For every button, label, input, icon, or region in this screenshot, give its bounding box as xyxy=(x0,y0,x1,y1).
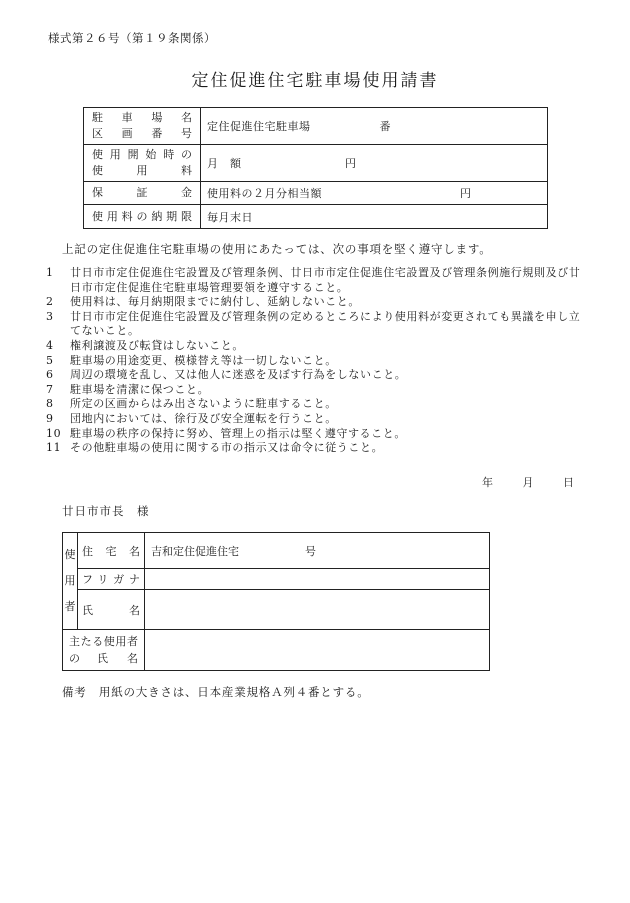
name-label: 氏名 xyxy=(78,590,145,630)
rule-item: 10 駐車場の秩序の保持に努め、管理上の指示は堅く遵守すること。 xyxy=(46,426,406,440)
deposit-value: 使用料の２月分相当額 円 xyxy=(201,182,548,205)
rule-item: 5 駐車場の用途変更、模様替え等は一切しないこと。 xyxy=(46,353,337,367)
date-month: 月 xyxy=(522,476,534,489)
user-side-label: 使 用 者 xyxy=(63,533,78,630)
rules-list xyxy=(46,266,586,456)
date-year: 年 xyxy=(482,476,493,489)
parking-info-table xyxy=(83,107,548,229)
deadline-value: 毎月末日 xyxy=(201,205,548,229)
furigana-label: フリガナ xyxy=(78,569,145,590)
rule-item: 1 廿日市市定住促進住宅設置及び管理条例、廿日市市定住促進住宅設置及び管理条例施行規則及び廿日市市定住促進住宅駐車場管理要領を遵守すること。 xyxy=(46,266,581,294)
furigana-field[interactable] xyxy=(145,569,490,590)
rule-item: 11 その他駐車場の使用に関する市の指示又は命令に従うこと。 xyxy=(46,441,384,455)
deadline-label: 使用料の納期限 xyxy=(84,205,201,229)
user-info-table xyxy=(62,532,490,671)
rule-item: 7 駐車場を清潔に保つこと。 xyxy=(46,382,210,396)
date-day: 日 xyxy=(563,476,574,489)
rule-item: 9 団地内においては、徐行及び安全運転を行うこと。 xyxy=(46,411,337,425)
page-title: 定住促進住宅駐車場使用請書 xyxy=(191,71,439,91)
main-user-name-field[interactable] xyxy=(145,630,490,671)
rule-item: 6 周辺の環境を乱し、又は他人に迷惑を及ぼす行為をしないこと。 xyxy=(46,368,407,382)
rule-item: 4 権利譲渡及び転貸はしないこと。 xyxy=(46,338,244,352)
addressee: 廿日市市長 様 xyxy=(62,504,150,518)
fee-value: 月 額 円 xyxy=(201,145,548,182)
parking-value: 定住促進住宅駐車場 番 xyxy=(201,108,548,145)
rule-item: 3 廿日市市定住促進住宅設置及び管理条例の定めるところにより使用料が変更されても異議を申し立てないこと。 xyxy=(46,309,581,338)
deposit-label: 保証金 xyxy=(84,182,201,205)
address-label: 住宅名 xyxy=(78,533,145,569)
address-value[interactable]: 吉和定住促進住宅 号 xyxy=(145,533,490,569)
date-line xyxy=(456,474,574,490)
name-field[interactable] xyxy=(145,590,490,630)
main-user-label: 主たる使用者 の 氏名 xyxy=(63,630,145,671)
rule-item: 8 所定の区画からはみ出さないように駐車すること。 xyxy=(46,397,337,411)
parking-label: 駐車場名 区画番号 xyxy=(84,108,201,145)
intro-text: 上記の定住促進住宅駐車場の使用にあたっては、次の事項を堅く遵守します。 xyxy=(62,242,492,256)
form-number: 様式第２６号（第１９条関係） xyxy=(48,31,216,45)
rule-item: 2 使用料は、毎月納期限までに納付し、延納しないこと。 xyxy=(46,295,360,309)
note-text: 備考 用紙の大きさは、日本産業規格Ａ列４番とする。 xyxy=(62,685,370,699)
fee-label: 使用開始時の 使用料 xyxy=(84,145,201,182)
